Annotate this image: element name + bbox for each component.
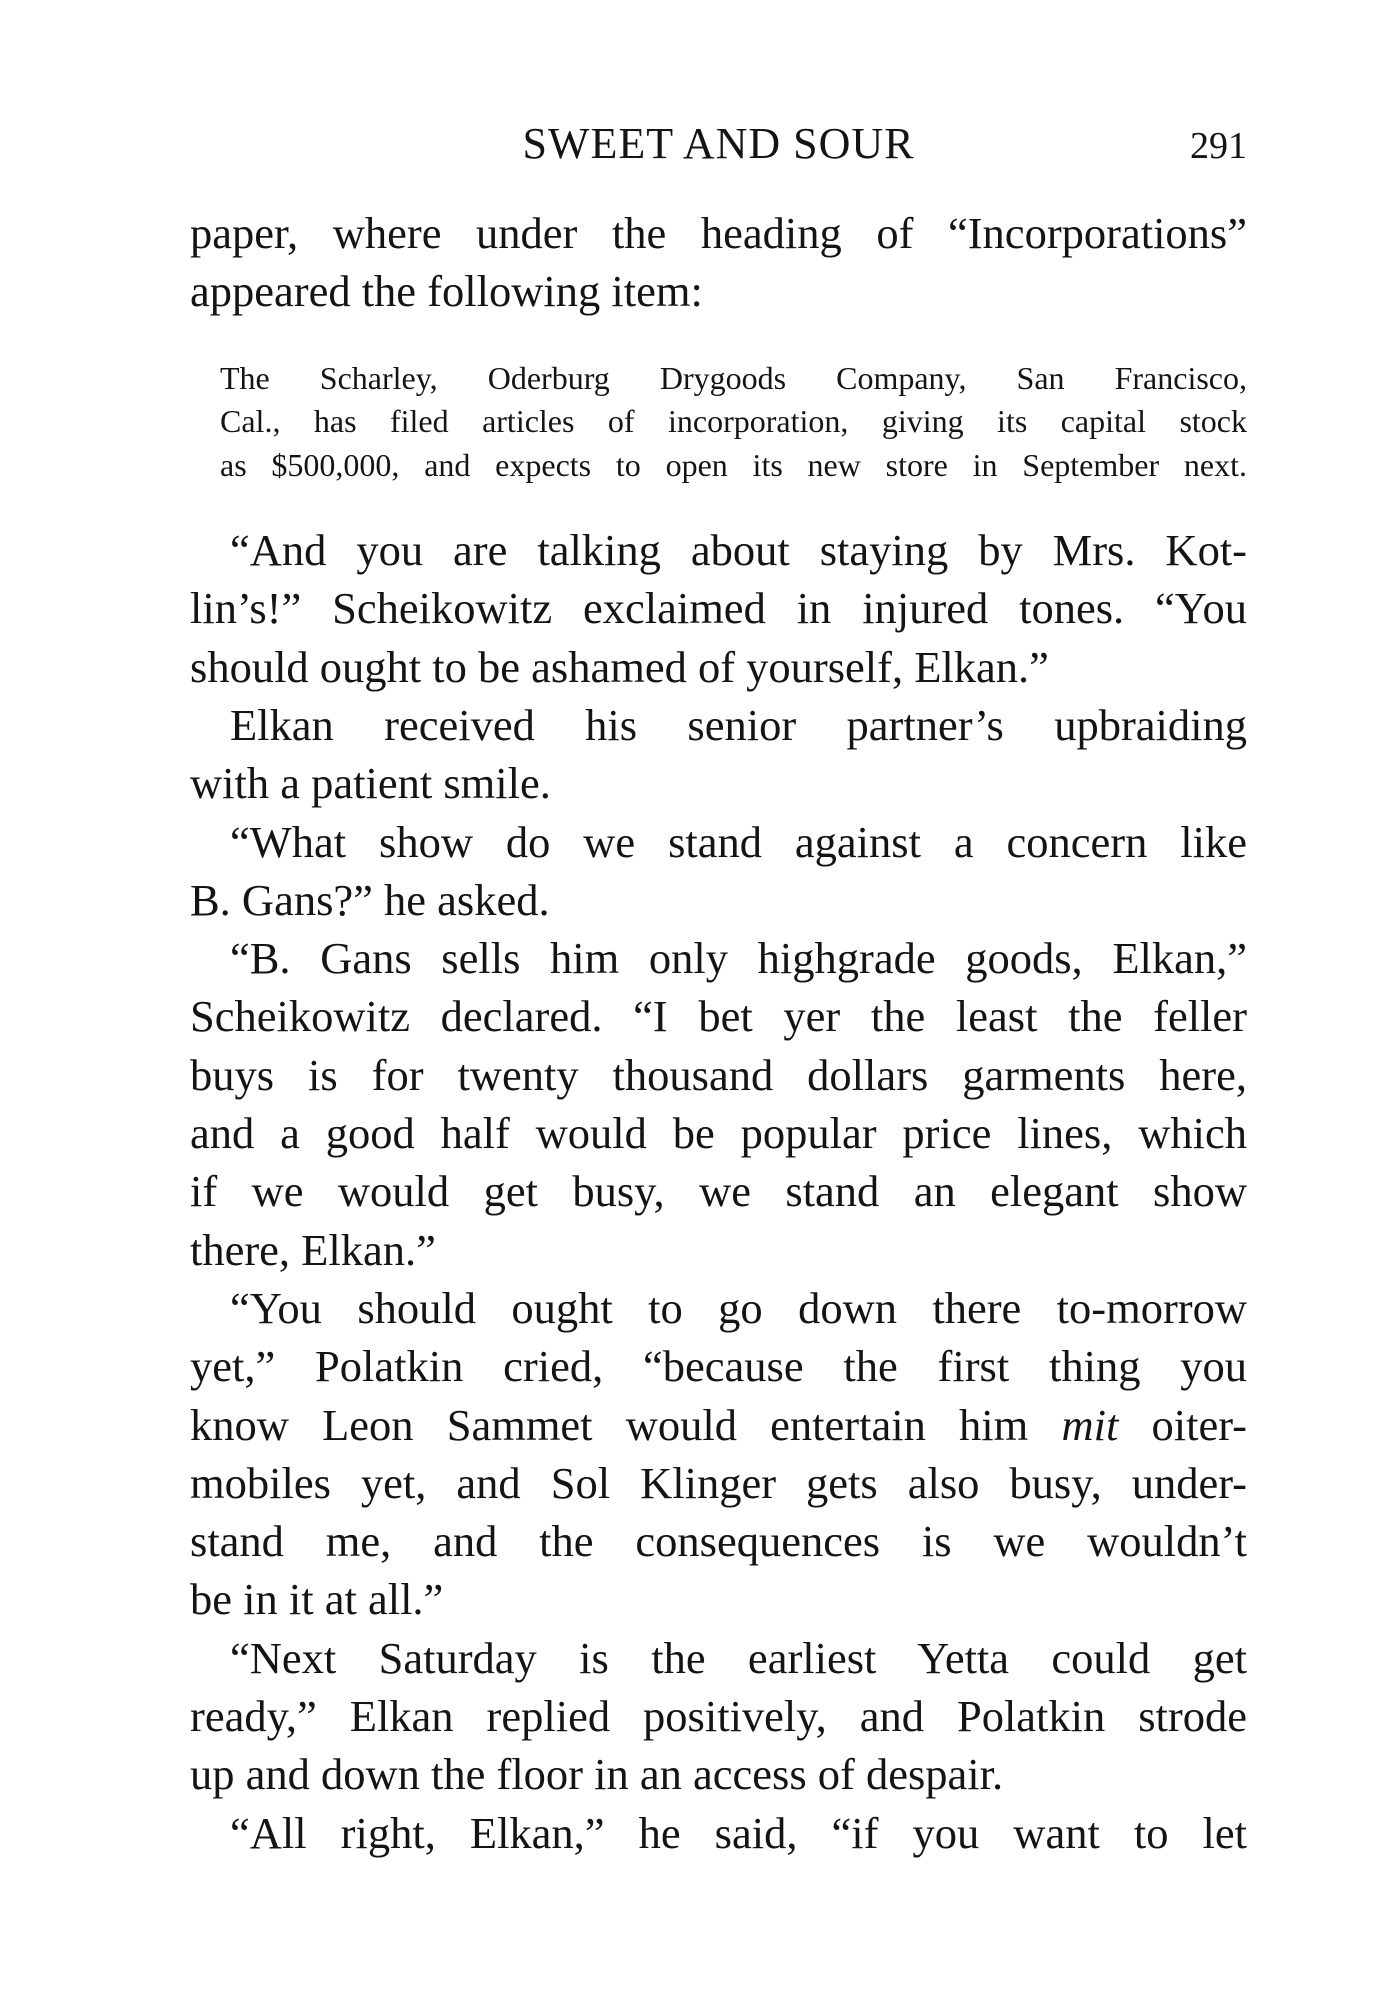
block-quote [190, 357, 1247, 488]
text-segment: oiter- [1118, 1399, 1247, 1450]
text-line: appeared the following item: [190, 266, 703, 317]
text-line: mobiles yet, and Sol Klinger gets also busy, under- [190, 1457, 1247, 1508]
paragraph [190, 204, 1247, 321]
text-line [190, 1396, 1247, 1454]
paragraph [190, 1629, 1247, 1804]
running-head [190, 118, 1247, 178]
italic-word: mit [1061, 1399, 1119, 1450]
text-line: Scheikowitz declared. “I bet yer the least the feller [190, 991, 1247, 1042]
text-line: “B. Gans sells him only highgrade goods, Elkan,” [230, 933, 1247, 984]
text-line: buys is for twenty thousand dollars garments here, [190, 1049, 1247, 1100]
page-number: 291 [1190, 125, 1247, 167]
text-line: be in it at all.” [190, 1574, 444, 1625]
running-title: SWEET AND SOUR [522, 119, 915, 168]
paragraph [190, 696, 1247, 813]
paragraph [190, 521, 1247, 696]
text-line: stand me, and the consequences is we wouldn’t [190, 1516, 1247, 1567]
text-line: “You should ought to go down there to-morrow [230, 1282, 1247, 1333]
body-text [190, 204, 1247, 1862]
text-line: should ought to be ashamed of yourself, Elkan.” [190, 641, 1049, 692]
text-line: yet,” Polatkin cried, “because the first thing you [190, 1341, 1247, 1392]
quote-line: Cal., has filed articles of incorporation, giving its capital stock [220, 403, 1247, 440]
text-line: Elkan received his senior partner’s upbraiding [230, 699, 1247, 750]
text-line: and a good half would be popular price lines, which [190, 1108, 1247, 1159]
text-line: up and down the floor in an access of despair. [190, 1749, 1004, 1800]
text-line: ready,” Elkan replied positively, and Polatkin strode [190, 1691, 1247, 1742]
text-line: “What show do we stand against a concern like [230, 816, 1247, 867]
text-line: “All right, Elkan,” he said, “if you want to let [230, 1807, 1247, 1858]
quote-line: as $500,000, and expects to open its new store in September next. [220, 446, 1247, 483]
paragraph [190, 929, 1247, 1279]
text-line: with a patient smile. [190, 758, 551, 809]
text-line: lin’s!” Scheikowitz exclaimed in injured tones. “You [190, 583, 1247, 634]
paragraph [190, 1804, 1247, 1862]
quote-line: The Scharley, Oderburg Drygoods Company, San Francisco, [220, 359, 1247, 396]
text-segment: know Leon Sammet would entertain him [190, 1399, 1062, 1450]
text-line: paper, where under the heading of “Incorporations” [190, 208, 1247, 258]
paragraph [190, 813, 1247, 930]
text-line: “And you are talking about staying by Mrs. Kot- [230, 525, 1247, 576]
paragraph [190, 1279, 1247, 1629]
text-line: “Next Saturday is the earliest Yetta could get [230, 1632, 1247, 1683]
text-line: B. Gans?” he asked. [190, 874, 550, 925]
text-line: if we would get busy, we stand an elegant show [190, 1166, 1247, 1217]
text-line: there, Elkan.” [190, 1224, 436, 1275]
